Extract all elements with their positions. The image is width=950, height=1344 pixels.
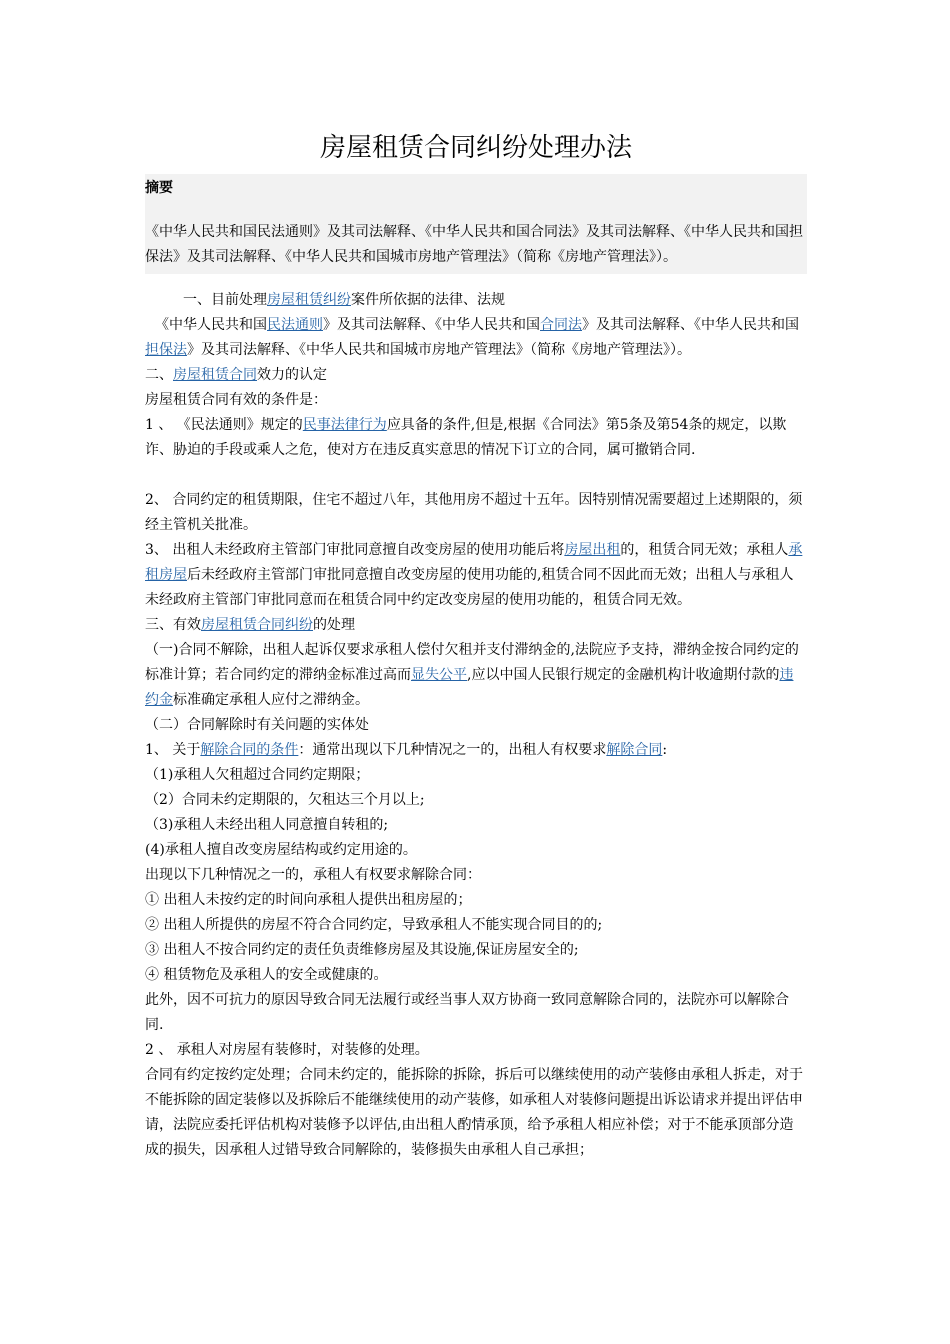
text-run: 此外，因不可抗力的原因导致合同无法履行或经当事人双方协商一致同意解除合同的，法院亦可以解除合同. xyxy=(145,992,789,1033)
text-run: （3)承租人未经出租人同意擅自转租的; xyxy=(145,817,389,833)
text-run: 的处理 xyxy=(313,617,355,633)
list-item xyxy=(145,963,807,988)
text-run: （二）合同解除时有关问题的实体处 xyxy=(145,717,369,733)
text-run: 的，租赁合同无效；承租人 xyxy=(620,542,789,558)
text-run: : xyxy=(662,742,668,758)
text-run: ④ 租赁物危及承租人的安全或健康的。 xyxy=(145,967,388,983)
text-run: (4)承租人擅自改变房屋结构或约定用途的。 xyxy=(145,842,417,858)
document-body xyxy=(145,288,807,1163)
text-run: 二、 xyxy=(145,367,173,383)
text-run: 标准确定承租人应付之滞纳金。 xyxy=(173,692,369,708)
paragraph xyxy=(145,538,807,613)
text-run: 后未经政府主管部门审批同意擅自改变房屋的使用功能的,租赁合同不因此而无效；出租人与承租人未经政府主管部门审批同意而在租赁合同中约定改变房屋的使用功能的，租赁合同无效。 xyxy=(145,567,794,608)
document-content xyxy=(145,126,807,1163)
text-run: 1 、 《民法通则》规定的 xyxy=(145,417,303,433)
abstract-label: 摘要 xyxy=(145,180,173,196)
paragraph xyxy=(145,863,807,888)
text-run: ① 出租人未按约定的时间向承租人提供出租房屋的； xyxy=(145,892,472,908)
inline-link[interactable]: 民事法律行为 xyxy=(302,417,387,433)
inline-link[interactable]: 房屋租赁纠纷 xyxy=(267,292,351,308)
text-run: 《中华人民共和国 xyxy=(155,317,267,333)
text-run: ,应以中国人民银行规定的金融机构计收逾期付款的 xyxy=(467,667,780,683)
text-run: 三、有效 xyxy=(145,617,201,633)
text-run: ② 出租人所提供的房屋不符合合同约定，导致承租人不能实现合同目的的; xyxy=(145,917,603,933)
text-run: 一、目前处理 xyxy=(183,292,267,308)
section-heading-1 xyxy=(145,288,807,313)
inline-link[interactable]: 民法通则 xyxy=(267,317,323,333)
text-run: 出现以下几种情况之一的，承租人有权要求解除合同： xyxy=(145,867,481,883)
text-run: 》及其司法解释、《中华人民共和国 xyxy=(323,317,540,333)
abstract-text: 《中华人民共和国民法通则》及其司法解释、《中华人民共和国合同法》及其司法解释、《中华人民共和国担保法》及其司法解释、《中华人民共和国城市房地产管理法》（简称《房地产管理法》）。 xyxy=(145,224,803,265)
abstract-box xyxy=(145,174,807,274)
paragraph xyxy=(145,1063,807,1163)
document-title: 房屋租赁合同纠纷处理办法 xyxy=(319,133,632,163)
list-item xyxy=(145,938,807,963)
text-run: ③ 出租人不按合同约定的责任负责维修房屋及其设施,保证房屋安全的; xyxy=(145,942,579,958)
paragraph xyxy=(145,713,807,738)
text-run: 效力的认定 xyxy=(257,367,327,383)
inline-link[interactable]: 解除合同 xyxy=(606,742,663,758)
text-run: 3、 出租人未经政府主管部门审批同意擅自改变房屋的使用功能后将 xyxy=(145,542,565,558)
paragraph xyxy=(145,1038,807,1063)
paragraph xyxy=(145,388,807,413)
text-run: 应具备的条件,但是,根据《合同法》第5条及第54条的规定，以欺诈、胁迫的手段或乘人之危，使对方在违反真实意思的情况下订立的合同，属可撤销合同. xyxy=(145,417,787,458)
list-item xyxy=(145,813,807,838)
inline-link[interactable]: 违约金 xyxy=(145,667,794,708)
text-run: ：通常出现以下几种情况之一的，出租人有权要求 xyxy=(298,742,607,758)
list-item xyxy=(145,763,807,788)
paragraph xyxy=(145,738,807,763)
list-item xyxy=(145,838,807,863)
text-run: （一)合同不解除，出租人起诉仅要求承租人偿付欠租并支付滞纳金的,法院应予支持，滞纳金按合同约定的标准计算；若合同约定的滞纳金标准过高而 xyxy=(145,642,799,683)
inline-link[interactable]: 合同法 xyxy=(540,317,582,333)
text-run: 1、 关于 xyxy=(145,742,201,758)
list-item xyxy=(145,788,807,813)
paragraph xyxy=(145,638,807,713)
inline-link[interactable]: 承租房屋 xyxy=(145,542,803,583)
text-run: 2 、 承租人对房屋有装修时，对装修的处理。 xyxy=(145,1042,429,1058)
text-run: （2）合同未约定期限的，欠租达三个月以上; xyxy=(145,792,425,808)
inline-link[interactable]: 房屋租赁合同 xyxy=(173,367,257,383)
text-run: 2、 合同约定的租赁期限，住宅不超过八年，其他用房不超过十五年。因特别情况需要超过上述期限的，须经主管机关批准。 xyxy=(145,492,803,533)
inline-link[interactable]: 解除合同的条件 xyxy=(200,742,299,758)
list-item xyxy=(145,888,807,913)
text-run: 案件所依据的法律、法规 xyxy=(351,292,505,308)
paragraph xyxy=(145,313,807,363)
inline-link[interactable]: 房屋出租 xyxy=(564,542,621,558)
inline-link[interactable]: 担保法 xyxy=(145,342,187,358)
paragraph xyxy=(145,988,807,1038)
list-item xyxy=(145,913,807,938)
paragraph xyxy=(145,413,807,463)
text-run: 》及其司法解释、《中华人民共和国城市房地产管理法》（简称《房地产管理法》）。 xyxy=(187,342,691,358)
paragraph xyxy=(145,488,807,538)
text-run: 合同有约定按约定处理；合同未约定的，能拆除的拆除，拆后可以继续使用的动产装修由承租人拆走，对于不能拆除的固定装修以及拆除后不能继续使用的动产装修，如承租人对装修问题提出诉讼请求并提出评估申请，法院应委托评估机构对装修予以评估,由出租人酌情承顶，给予承租人相应补偿；对于不能承顶部分造成的损失，因承租人过错导致合同解除的，装修损失由承租人自己承担； xyxy=(145,1067,803,1158)
text-run: （1)承租人欠租超过合同约定期限； xyxy=(145,767,370,783)
text-run: 》及其司法解释、《中华人民共和国 xyxy=(582,317,799,333)
inline-link[interactable]: 房屋租赁合同纠纷 xyxy=(201,617,313,633)
inline-link[interactable]: 显失公平 xyxy=(411,667,467,683)
section-heading-3 xyxy=(145,613,807,638)
text-run: 房屋租赁合同有效的条件是： xyxy=(145,392,327,408)
section-heading-2 xyxy=(145,363,807,388)
